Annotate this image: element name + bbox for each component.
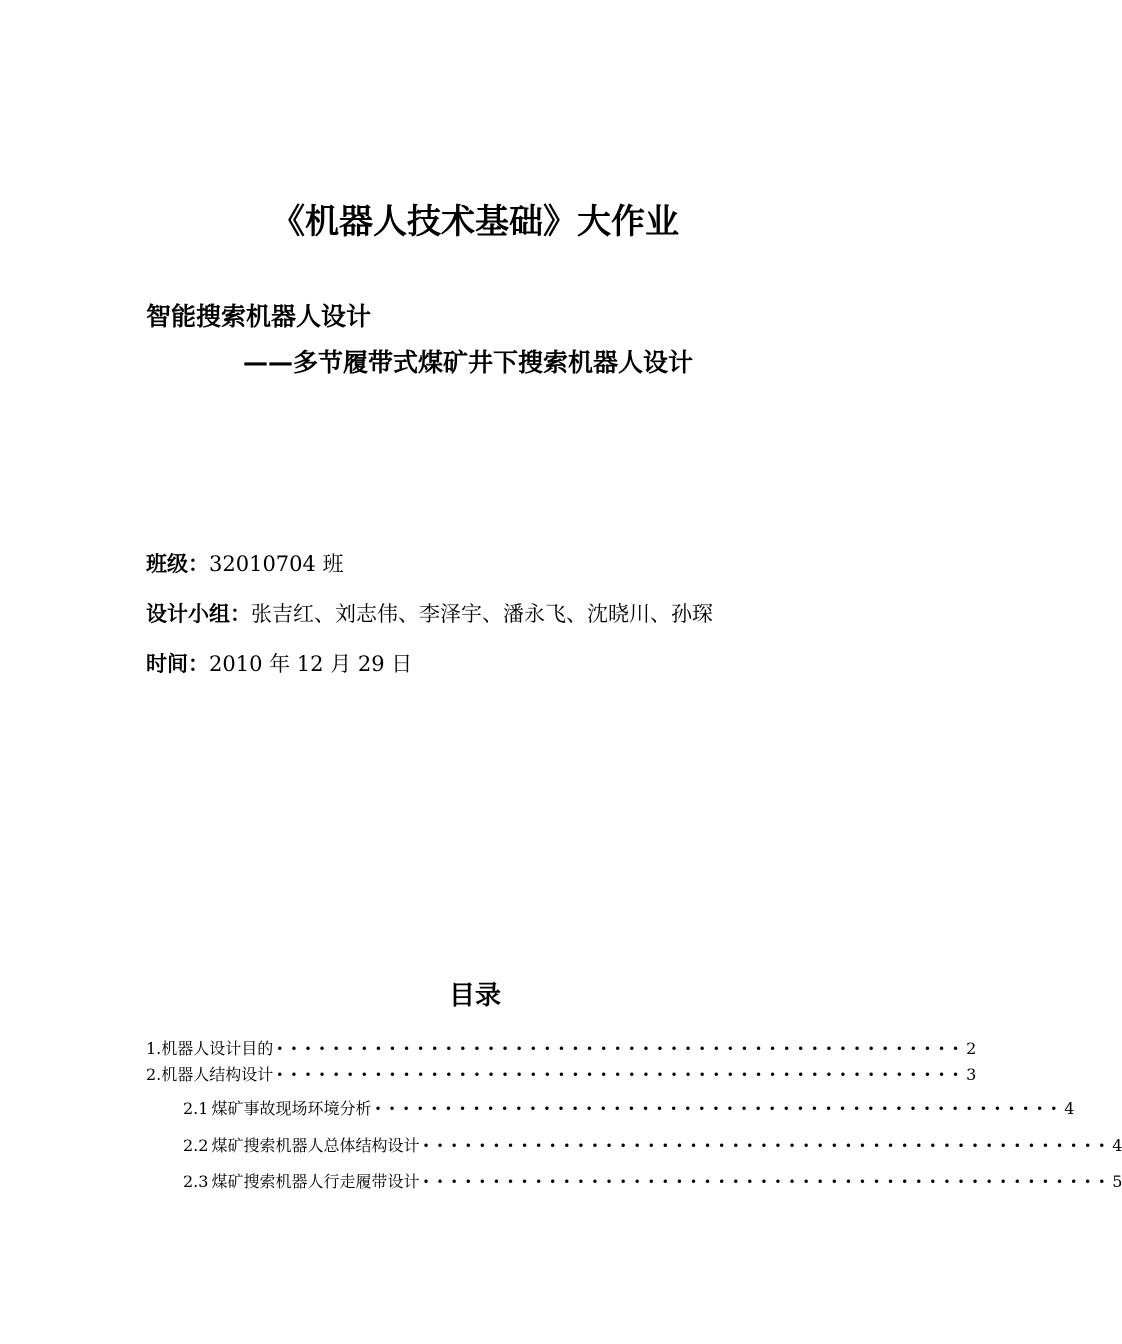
toc-item-text: 煤矿搜索机器人总体结构设计 [211,1136,420,1155]
toc-leader-dots: ••••••••••••••••••••••••••••••••••••••••••••••••• [422,1139,1113,1153]
document-title: 《机器人技术基础》大作业 [271,202,679,242]
toc-item-page: 2 [966,1039,977,1058]
toc-item[interactable] [183,1170,1122,1194]
toc-item-text: 机器人结构设计 [161,1065,274,1084]
toc-item-number: 2. [146,1065,162,1084]
toc-leader-dots: ••••••••••••••••••••••••••••••••••••••••••••••••• [276,1042,967,1056]
toc-item-number: 2.2 [183,1136,209,1155]
group-label: 设计小组： [146,602,251,626]
class-label: 班级： [146,552,209,576]
document-subtitle: 智能搜索机器人设计 [146,302,372,331]
toc-item[interactable] [146,1037,977,1061]
group-info [146,599,713,629]
toc-title: 目录 [448,981,501,1011]
toc-item-page: 5 [1112,1172,1122,1191]
toc-leader-dots: ••••••••••••••••••••••••••••••••••••••••••••••••• [276,1068,967,1082]
toc-item[interactable] [183,1097,1075,1121]
toc-item-page: 3 [966,1065,977,1084]
time-label: 时间： [146,652,209,676]
document-subtitle-line2: ——多节履带式煤矿井下搜索机器人设计 [243,348,694,377]
toc-leader-dots: ••••••••••••••••••••••••••••••••••••••••••••••••• [374,1102,1065,1116]
toc-item[interactable] [146,1063,977,1087]
class-info [146,549,344,579]
time-value: 2010 年 12 月 29 日 [209,652,413,676]
toc-leader-dots: ••••••••••••••••••••••••••••••••••••••••••••••••• [422,1175,1113,1189]
toc-item-page: 4 [1112,1136,1122,1155]
toc-item-number: 1. [146,1039,162,1058]
toc-item[interactable] [183,1134,1122,1158]
group-value: 张吉红、刘志伟、李泽宇、潘永飞、沈晓川、孙琛 [251,602,713,626]
time-info [146,649,412,679]
toc-item-text: 机器人设计目的 [161,1039,274,1058]
toc-item-number: 2.1 [183,1099,209,1118]
toc-item-number: 2.3 [183,1172,209,1191]
toc-item-text: 煤矿搜索机器人行走履带设计 [211,1172,420,1191]
toc-item-page: 4 [1064,1099,1075,1118]
class-value: 32010704 班 [209,552,344,576]
toc-item-text: 煤矿事故现场环境分析 [211,1099,372,1118]
